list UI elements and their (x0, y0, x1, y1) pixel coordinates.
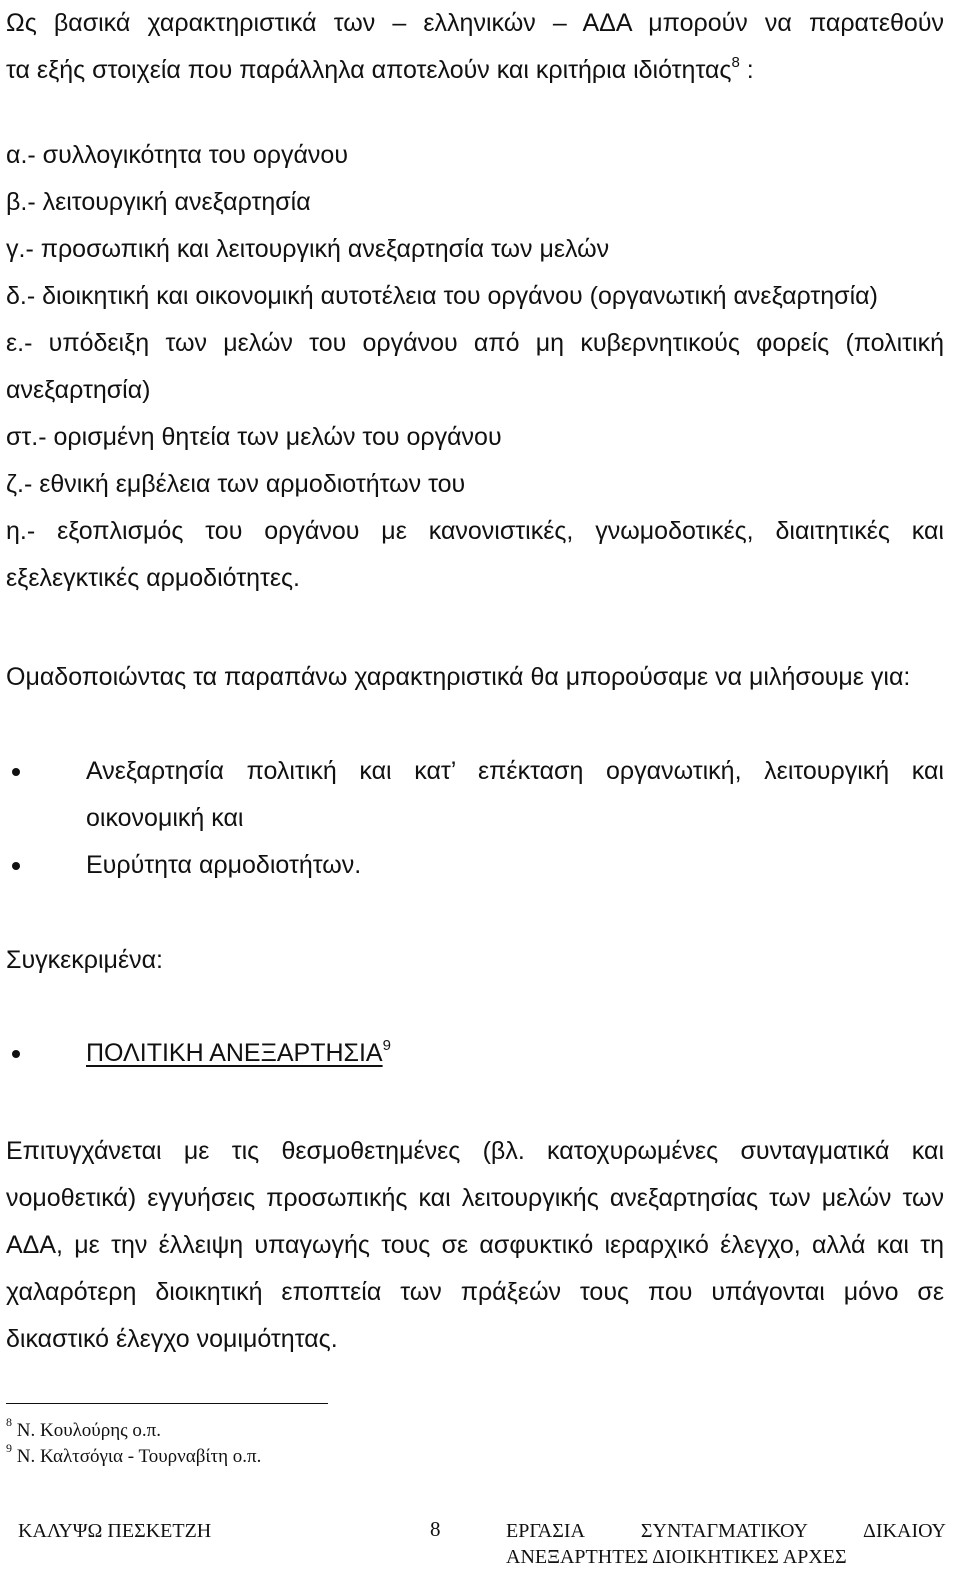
list-item: ζ.- εθνική εμβέλεια των αρμοδιοτήτων του (6, 470, 466, 498)
footnote-number: 8 (6, 1414, 12, 1429)
footer-page-number: 8 (430, 1517, 441, 1541)
intro-line-1: Ως βασικά χαρακτηριστικά των – ελληνικών – ΑΔΑ μπορούν να παρατεθούν (6, 9, 944, 37)
footnotes (6, 1414, 606, 1470)
intro-paragraph (6, 0, 944, 94)
footer-course-line-2: ΑΝΕΞΑΡΤΗΤΕΣ ΔΙΟΙΚΗΤΙΚΕΣ ΑΡΧΕΣ (506, 1546, 847, 1568)
list-item: γ.- προσωπική και λειτουργική ανεξαρτησία των μελών (6, 235, 610, 263)
bullet-item (6, 748, 944, 842)
intro-line-2-end: : (739, 56, 754, 84)
criteria-list (6, 132, 944, 602)
footnote (6, 1414, 606, 1444)
footer-author: ΚΑΛΥΨΩ ΠΕΣΚΕΤΖΗ (18, 1520, 212, 1542)
bullet-text: Ευρύτητα αρμοδιοτήτων. (86, 851, 362, 879)
group-bullet-list (6, 748, 944, 889)
list-item: η.- εξοπλισμός του οργάνου με κανονιστικές, γνωμοδοτικές, διαιτητικές και εξελεγκτικές αρμοδιότητες. (6, 517, 944, 592)
list-item: στ.- ορισμένη θητεία των μελών του οργάνου (6, 423, 502, 451)
bullet-icon (12, 862, 20, 870)
footer-course (506, 1518, 946, 1570)
footnote (6, 1440, 606, 1470)
footnote-text: Ν. Καλτσόγια - Τουρναβίτη ο.π. (12, 1446, 262, 1467)
list-item: δ.- διοικητική και οικονομική αυτοτέλεια του οργάνου (οργανωτική ανεξαρτησία) (6, 282, 878, 310)
footer-course-line-1: ΕΡΓΑΣΙΑ ΣΥΝΤΑΓΜΑΤΙΚΟΥ ΔΙΚΑΙΟΥ (506, 1520, 946, 1542)
footnote-number: 9 (6, 1440, 12, 1455)
footnote-separator (6, 1403, 328, 1404)
political-section (6, 1030, 944, 1077)
intro-line-2 (6, 47, 944, 94)
body-paragraph: Επιτυγχάνεται με τις θεσμοθετημένες (βλ. κατοχυρωμένες συνταγματικά και νομοθετικά) εγγυήσεις προσωπικής και λειτουργικής ανεξαρτησίας των μελών των ΑΔΑ, με την έλλειψη υπαγωγής τους σε ασφυκτικό ιεραρχικό έλεγχο, αλλά και τη χαλαρότερη διοικητική εποπτεία των πράξεών τους που υπάγονται μόνο σε δικαστικό έλεγχο νομιμότητας. (6, 1137, 944, 1353)
bullet-text: Ανεξαρτησία πολιτική και κατ’ επέκταση οργανωτική, λειτουργική και οικονομική και (86, 757, 944, 832)
specific-label: Συγκεκριμένα: (6, 946, 163, 974)
intro-line-2-text: τα εξής στοιχεία που παράλληλα αποτελούν και κριτήρια ιδιότητας (6, 56, 732, 84)
footnote-ref-8[interactable]: 8 (731, 53, 740, 71)
section-heading (86, 1030, 944, 1077)
footnote-ref-9[interactable]: 9 (382, 1036, 391, 1054)
bullet-icon (12, 1050, 20, 1058)
list-item: α.- συλλογικότητα του οργάνου (6, 141, 348, 169)
list-item: β.- λειτουργική ανεξαρτησία (6, 188, 311, 216)
list-item: ε.- υπόδειξη των μελών του οργάνου από μη κυβερνητικούς φορείς (πολιτική ανεξαρτησία) (6, 329, 944, 404)
political-independence-heading: ΠΟΛΙΤΙΚΗ ΑΝΕΞΑΡΤΗΣΙΑ (86, 1039, 383, 1067)
bullet-item (6, 842, 944, 889)
bullet-item (6, 1030, 944, 1077)
footnote-text: Ν. Κουλούρης ο.π. (12, 1420, 162, 1441)
grouping-paragraph: Ομαδοποιώντας τα παραπάνω χαρακτηριστικά θα μπορούσαμε να μιλήσουμε για: (6, 663, 911, 691)
bullet-icon (12, 768, 20, 776)
